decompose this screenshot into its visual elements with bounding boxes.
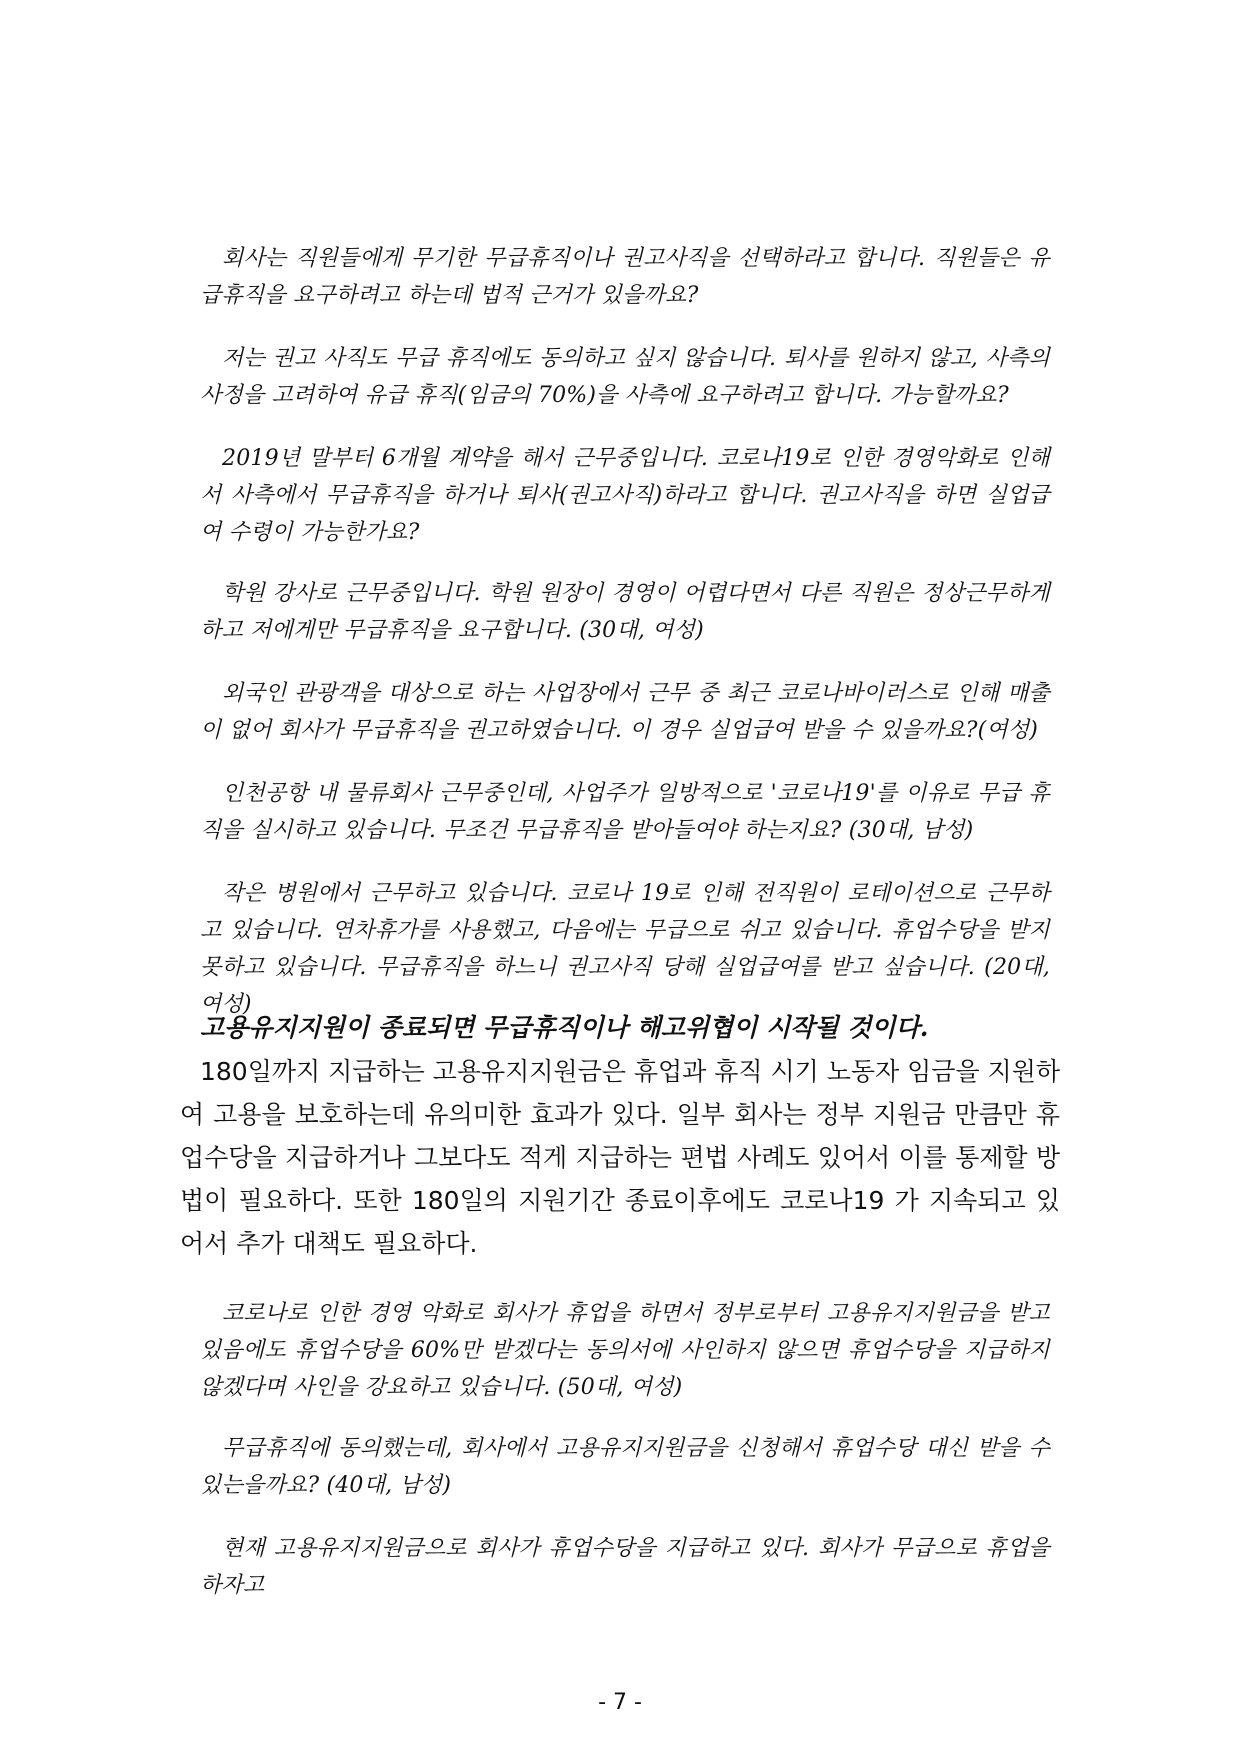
section-body: 180일까지 지급하는 고용유지지원금은 휴업과 휴직 시기 노동자 임금을 지원하여 고용을 보호하는데 유의미한 효과가 있다. 일부 회사는 정부 지원금 만큼만 휴업수당을 지급하거나 그보다도 적게 지급하는 편법 사례도 있어서 이를 통제할 방법이 필요하다. 또한 180일의 지원기간 종료이후에도 코로나19 가 지속되고 있어서 추가 대책도 필요하다. <box>180 1057 1060 1258</box>
section-heading: 고용유지지원이 종료되면 무급휴직이나 해고위협이 시작될 것이다. <box>200 1013 929 1042</box>
quote-paragraph: 외국인 관광객을 대상으로 하는 사업장에서 근무 중 최근 코로나바이러스로 인해 매출이 없어 회사가 무급휴직을 권고하였습니다. 이 경우 실업급여 받을 수 있을까요?(여성) <box>200 681 1050 743</box>
quote-paragraph: 인천공항 내 물류회사 근무중인데, 사업주가 일방적으로 '코로나19'를 이유로 무급 휴직을 실시하고 있습니다. 무조건 무급휴직을 받아들여야 하는지요? (30대, 남성) <box>200 781 1050 843</box>
page-number: - 7 - <box>598 1690 642 1715</box>
quote-paragraph: 저는 권고 사직도 무급 휴직에도 동의하고 싶지 않습니다. 퇴사를 원하지 않고, 사측의 사정을 고려하여 유급 휴직(임금의 70%)을 사측에 요구하려고 합니다. 가능할까요? <box>200 346 1050 408</box>
quote-paragraph: 학원 강사로 근무중입니다. 학원 원장이 경영이 어렵다면서 다른 직원은 정상근무하게 하고 저에게만 무급휴직을 요구합니다. (30대, 여성) <box>200 581 1050 643</box>
quote-paragraph: 코로나로 인한 경영 악화로 회사가 휴업을 하면서 정부로부터 고용유지지원금을 받고 있음에도 휴업수당을 60%만 받겠다는 동의서에 사인하지 않으면 휴업수당을 지급하지 않겠다며 사인을 강요하고 있습니다. (50대, 여성) <box>200 1301 1050 1400</box>
quote-paragraph: 무급휴직에 동의했는데, 회사에서 고용유지지원금을 신청해서 휴업수당 대신 받을 수 있는을까요? (40대, 남성) <box>200 1436 1050 1498</box>
quote-paragraph: 현재 고용유지지원금으로 회사가 휴업수당을 지급하고 있다. 회사가 무급으로 휴업을 하자고 <box>200 1536 1050 1598</box>
quote-paragraph: 회사는 직원들에게 무기한 무급휴직이나 권고사직을 선택하라고 합니다. 직원들은 유급휴직을 요구하려고 하는데 법적 근거가 있을까요? <box>200 246 1050 308</box>
quote-paragraph: 작은 병원에서 근무하고 있습니다. 코로나 19로 인해 전직원이 로테이션으로 근무하고 있습니다. 연차휴가를 사용했고, 다음에는 무급으로 쉬고 있습니다. 휴업수당을 받지 못하고 있습니다. 무급휴직을 하느니 권고사직 당해 실업급여를 받고 싶습니다. (20대, 여성) <box>200 881 1050 1017</box>
quote-paragraph: 2019년 말부터 6개월 계약을 해서 근무중입니다. 코로나19로 인한 경영악화로 인해서 사측에서 무급휴직을 하거나 퇴사(권고사직)하라고 합니다. 권고사직을 하면 실업급여 수령이 가능한가요? <box>200 446 1050 545</box>
